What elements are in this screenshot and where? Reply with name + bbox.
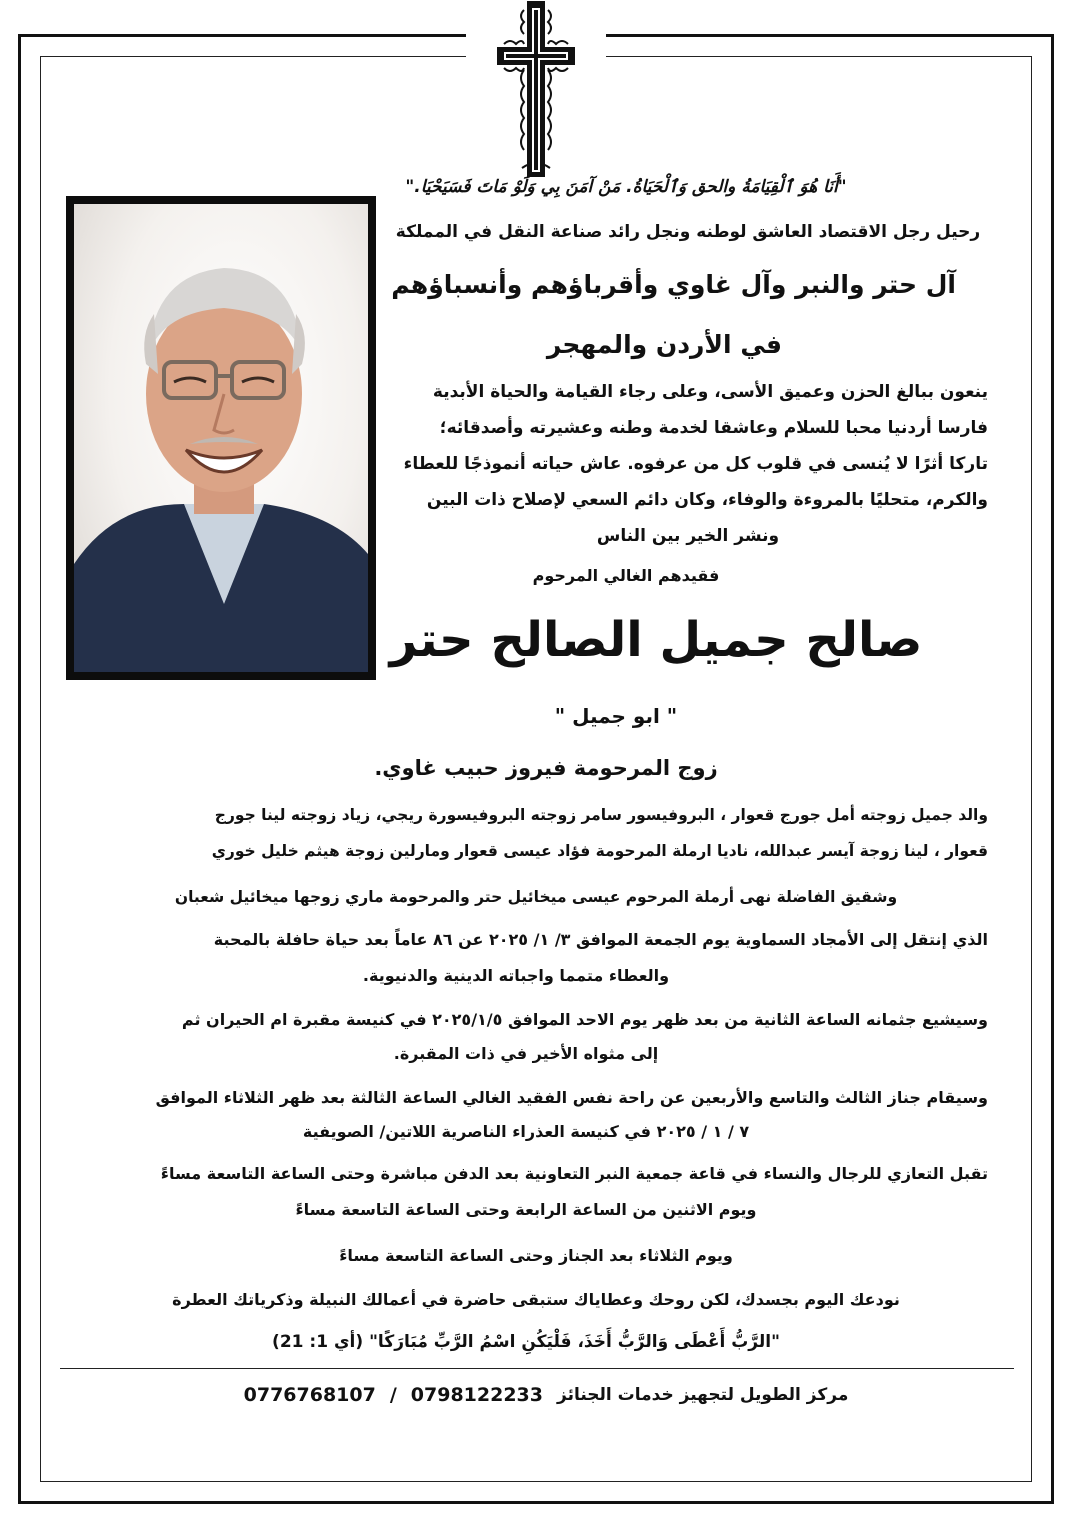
mass-line-2: ٧ / ١ / ٢٠٢٥ في كنيسة العذراء الناصرية اللاتين/ الصويفية xyxy=(302,1122,750,1141)
condolence-line-1: تقبل التعازي للرجال والنساء في قاعة جمعية النبر التعاونية بعد الدفن مباشرة وحتى الساعة التاسعة مساءً xyxy=(160,1164,988,1183)
footer-center-name: مركز الطويل لتجهيز خدمات الجنائز xyxy=(557,1385,849,1405)
verse-top: "أَنَا هُوَ ٱلْقِيَامَةُ والحق وَٱلْحَيَاةُ. مَنْ آمَنَ بِي وَلَوْ مَاتَ فَسَيَحْيَا." xyxy=(405,177,847,197)
condolence-line-3: ويوم الثلاثاء بعد الجناز وحتى الساعة التاسعة مساءً xyxy=(339,1246,733,1265)
funeral-line-1: وسيشيع جثمانه الساعة الثانية من بعد ظهر يوم الاحد الموافق ٢٠٢٥/١/٥ في كنيسة مقبرة ام الحيران ثم xyxy=(181,1010,988,1029)
ornate-cross-icon xyxy=(494,0,578,178)
mourn-line-2: فارسا أردنيا محبا للسلام وعاشقا لخدمة وطنه وعشيرته وأصدقائه؛ xyxy=(439,418,988,438)
deceased-name: صالح جميل الصالح حتر xyxy=(389,612,923,668)
mourn-line-5: ونشر الخير بين الناس xyxy=(596,526,780,546)
footer-divider xyxy=(60,1368,1014,1369)
children-line-1: والد جميل زوجته أمل جورج قعوار ، البروفيسور سامر زوجته البروفيسورة ريجي، زياد زوجته لينا جورج xyxy=(214,806,988,824)
mourn-line-1: ينعون ببالغ الحزن وعميق الأسى، وعلى رجاء القيامة والحياة الأبدية xyxy=(432,382,988,402)
spouse-line: زوج المرحومة فيروز حبيب غاوي. xyxy=(374,756,718,780)
condolence-line-2: ويوم الاثنين من الساعة الرابعة وحتى الساعة التاسعة مساءً xyxy=(295,1200,757,1219)
footer-phone-2[interactable]: 0776768107 xyxy=(243,1384,376,1406)
footer xyxy=(226,1380,866,1410)
verse-bottom: "الرَّبُّ أَعْطَى وَالرَّبُّ أَخَذَ، فَلْيَكُنِ اسْمُ الرَّبِّ مُبَارَكًا" (أي 1: 21) xyxy=(272,1332,780,1352)
footer-phone-1[interactable]: 0798122233 xyxy=(410,1384,543,1406)
nickname: " ابو جميل " xyxy=(554,704,678,728)
portrait-photo xyxy=(74,204,368,672)
footer-separator: / xyxy=(389,1384,397,1406)
deceased-label: فقيدهم الغالي المرحوم xyxy=(532,566,720,585)
mourn-line-4: والكرم، متحليًا بالمروءة والوفاء، وكان دائم السعي لإصلاح ذات البين xyxy=(426,490,988,510)
cross-container xyxy=(466,0,606,180)
passing-line-1: الذي إنتقل إلى الأمجاد السماوية يوم الجمعة الموافق ٣/ ١/ ٢٠٢٥ عن ٨٦ عاماً بعد حياة حافلة بالمحبة xyxy=(213,930,988,949)
funeral-line-2: إلى مثواه الأخير في ذات المقبرة. xyxy=(393,1044,659,1063)
children-line-2: قعوار ، لينا زوجة آيسر عبدالله، ناديا ارملة المرحومة فؤاد عيسى قعوار ومارلين زوجة هيثم خليل خوري xyxy=(211,842,988,860)
portrait-figure xyxy=(74,204,368,672)
intro-line: رحيل رجل الاقتصاد العاشق لوطنه ونجل رائد صناعة النقل في المملكة xyxy=(395,222,981,242)
mass-line-1: وسيقام جناز الثالث والتاسع والأربعين عن راحة نفس الفقيد الغالي الساعة الثالثة بعد ظهر الثلاثاء الموافق xyxy=(155,1088,988,1107)
families-line-1: آل حتر والنبر وآل غاوي وأقرباؤهم وأنسباؤهم xyxy=(391,270,956,299)
sibling-line: وشقيق الفاضلة نهى أرملة المرحوم عيسى ميخائيل حتر والمرحومة ماري زوجها ميخائيل شعبان xyxy=(174,888,898,906)
farewell-line: نودعك اليوم بجسدك، لكن روحك وعطاياك ستبقى حاضرة في أعمالك النبيلة وذكرياتك العطرة xyxy=(172,1290,900,1309)
mourn-line-3: تاركا أثرًا لا يُنسى في قلوب كل من عرفوه. عاش حياته أنموذجًا للعطاء xyxy=(403,454,988,474)
passing-line-2: والعطاء متمما واجباته الدينية والدنيوية. xyxy=(362,966,670,985)
families-line-2: في الأردن والمهجر xyxy=(546,330,782,359)
portrait-frame xyxy=(66,196,376,680)
